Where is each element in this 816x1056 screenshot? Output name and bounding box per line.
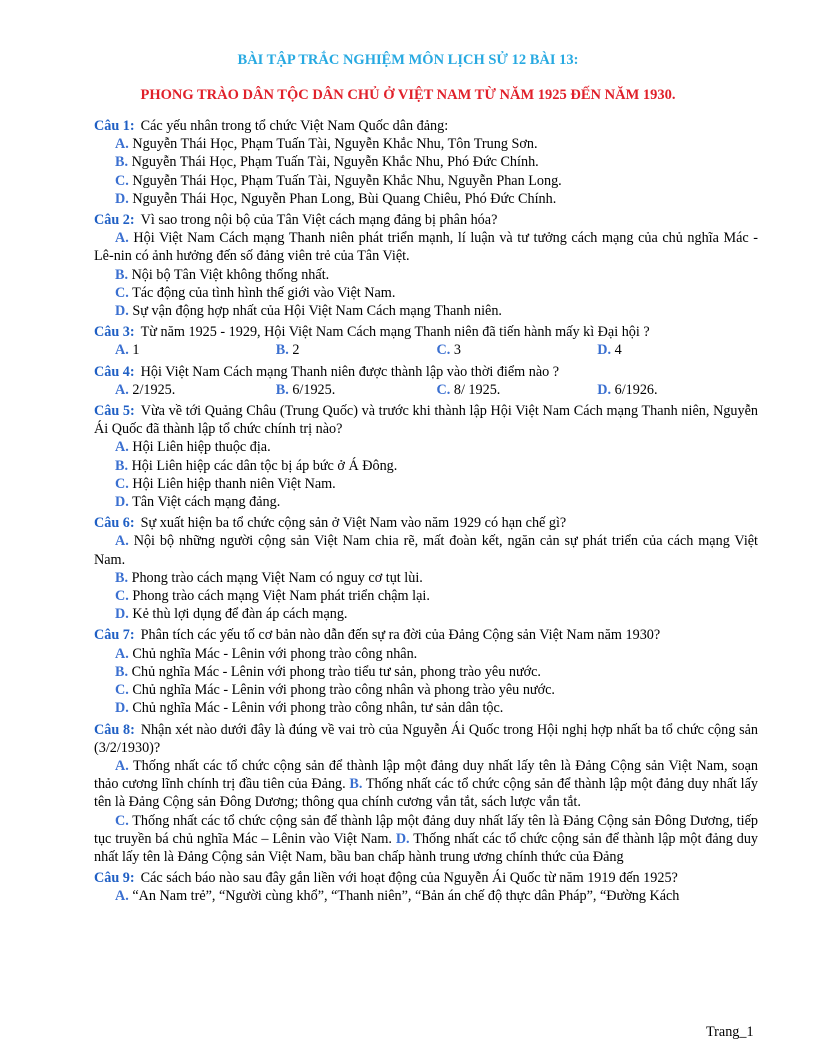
option-row (94, 381, 758, 399)
option-b: B. Nguyễn Thái Học, Phạm Tuấn Tài, Nguyễn Khắc Nhu, Phó Đức Chính. (115, 154, 539, 171)
question-7 (94, 626, 758, 717)
option-b: B. Nội bộ Tân Việt không thống nhất. (115, 266, 330, 283)
option-a: A. Hội Việt Nam Cách mạng Thanh niên phát triển mạnh, lí luận và tư tưởng cách mạng của chủ nghĩa Mác - Lê-nin có ảnh hưởng đến số đảng viên trẻ của Tân Việt. (94, 230, 758, 265)
question-text: Phân tích các yếu tố cơ bản nào dẫn đến sự ra đời của Đảng Cộng sản Việt Nam năm 1930? (140, 627, 661, 644)
option-c: C. Nguyễn Thái Học, Phạm Tuấn Tài, Nguyễn Khắc Nhu, Nguyễn Phan Long. (115, 172, 562, 189)
option-c: C. Hội Liên hiệp thanh niên Việt Nam. (115, 475, 336, 492)
options-paragraph-ab (94, 757, 758, 812)
option-c: C. Chủ nghĩa Mác - Lênin với phong trào công nhân và phong trào yêu nước. (115, 682, 555, 699)
question-4 (94, 363, 758, 399)
option-a: A. 2/1925. (115, 381, 176, 398)
option-c: C. 3 (436, 342, 461, 359)
question-5 (94, 402, 758, 511)
option-c: C. Phong trào cách mạng Việt Nam phát triển chậm lại. (115, 588, 430, 605)
option-d: D. 4 (597, 342, 622, 359)
option-b: B. Phong trào cách mạng Việt Nam có nguy cơ tụt lùi. (115, 569, 423, 586)
question-text: Các yếu nhân trong tổ chức Việt Nam Quốc dân đảng: (140, 118, 449, 134)
question-label: Câu 8: (94, 721, 135, 738)
question-2 (94, 211, 758, 320)
option-d: D. Kẻ thù lợi dụng để đàn áp cách mạng. (115, 606, 348, 623)
page-subtitle: PHONG TRÀO DÂN TỘC DÂN CHỦ Ở VIỆT NAM TỪ NĂM 1925 ĐẾN NĂM 1930. (140, 87, 676, 103)
option-d: D. Tân Việt cách mạng đảng. (115, 494, 281, 511)
question-text: Vì sao trong nội bộ của Tân Việt cách mạng đảng bị phân hóa? (140, 212, 498, 229)
option-a-letter: A. (115, 757, 129, 774)
option-d: D. Sự vận động hợp nhất của Hội Việt Nam Cách mạng Thanh niên. (115, 303, 502, 320)
option-a: A. Chủ nghĩa Mác - Lênin với phong trào công nhân. (115, 645, 418, 662)
question-6 (94, 514, 758, 623)
page-number: Trang_1 (706, 1024, 754, 1040)
question-text: Sự xuất hiện ba tổ chức cộng sản ở Việt Nam vào năm 1929 có hạn chế gì? (140, 515, 567, 532)
question-text: Hội Việt Nam Cách mạng Thanh niên được thành lập vào thời điểm nào ? (140, 363, 560, 380)
option-c: C. 8/ 1925. (436, 381, 501, 398)
option-a: A. Hội Liên hiệp thuộc địa. (115, 439, 271, 456)
question-1 (94, 117, 758, 208)
question-8 (94, 721, 758, 867)
question-text: Nhận xét nào dưới đây là đúng về vai trò của Nguyễn Ái Quốc trong Hội nghị hợp nhất ba tổ chức cộng sản (3/2/1930)? (94, 721, 758, 756)
option-c-text: Thống nhất các tổ chức cộng sản để thành lập một đảng duy nhất lấy tên là Đảng Cộng sản Đông Dương, tiếp tục truyền bá chủ nghĩa Mác – Lênin vào Việt Nam. (94, 812, 758, 847)
question-text: Các sách báo nào sau đây gắn liền với hoạt động của Nguyễn Ái Quốc từ năm 1919 đến 1925? (140, 870, 678, 887)
option-b: B. Chủ nghĩa Mác - Lênin với phong trào tiểu tư sản, phong trào yêu nước. (115, 663, 541, 680)
option-a: A. Nội bộ những người cộng sản Việt Nam chia rẽ, mất đoàn kết, ngăn cản sự phát triển của cách mạng Việt Nam. (94, 533, 759, 568)
question-label: Câu 3: (94, 324, 135, 341)
question-label: Câu 1: (94, 118, 135, 134)
option-a: A. 1 (115, 342, 140, 359)
question-label: Câu 2: (94, 212, 135, 229)
option-b: B. 2 (275, 342, 300, 359)
option-d-text: Thống nhất các tổ chức cộng sản để thành lập một đảng duy nhất lấy tên là Đảng Cộng sản Việt Nam, bầu ban chấp hành trung ương chính thức của Đảng (94, 830, 759, 865)
option-d: D. Nguyễn Thái Học, Nguyễn Phan Long, Bùi Quang Chiêu, Phó Đức Chính. (115, 190, 557, 207)
option-b-text: Thống nhất các tổ chức cộng sản để thành lập một đảng duy nhất lấy tên là Đảng Cộng sản Đông Dương; thông qua chính cương vắn tắt, sách lược vắn tắt. (94, 776, 759, 811)
question-text: Vừa về tới Quảng Châu (Trung Quốc) và trước khi thành lập Hội Việt Nam Cách mạng Thanh niên, Nguyễn Ái Quốc đã thành lập tổ chức chính trị nào? (94, 403, 758, 438)
option-b: B. Hội Liên hiệp các dân tộc bị áp bức ở Á Đông. (115, 457, 398, 474)
question-label: Câu 9: (94, 870, 135, 887)
option-d-letter: D. (395, 830, 410, 847)
options-paragraph-cd (94, 812, 758, 867)
option-a: A. Nguyễn Thái Học, Phạm Tuấn Tài, Nguyễn Khắc Nhu, Tôn Trung Sơn. (115, 136, 538, 153)
option-c-letter: C. (115, 812, 129, 829)
question-text: Từ năm 1925 - 1929, Hội Việt Nam Cách mạng Thanh niên đã tiến hành mấy kì Đại hội ? (140, 324, 650, 341)
question-label: Câu 7: (94, 627, 135, 644)
page-title: BÀI TẬP TRẮC NGHIỆM MÔN LỊCH SỬ 12 BÀI 13: (237, 52, 579, 68)
question-9 (94, 869, 758, 905)
option-c: C. Tác động của tình hình thế giới vào Việt Nam. (115, 284, 396, 301)
option-a: A. “An Nam trẻ”, “Người cùng khổ”, “Thanh niên”, “Bản án chế độ thực dân Pháp”, “Đường Kách (115, 888, 680, 905)
question-label: Câu 4: (94, 363, 135, 380)
question-list (94, 117, 758, 909)
option-a-text: Thống nhất các tổ chức cộng sản để thành lập một đảng duy nhất lấy tên là Đảng Cộng sản Việt Nam, soạn thảo cương lĩnh chính trị đầu tiên của Đảng. (94, 757, 758, 793)
question-label: Câu 6: (94, 515, 135, 532)
option-d: D. Chủ nghĩa Mác - Lênin với phong trào công nhân, tư sản dân tộc. (115, 700, 504, 717)
option-d: D. 6/1926. (597, 381, 658, 398)
question-label: Câu 5: (94, 403, 135, 420)
option-b: B. 6/1925. (275, 381, 336, 398)
option-row (94, 341, 758, 359)
question-3 (94, 323, 758, 359)
option-b-letter: B. (349, 776, 363, 793)
